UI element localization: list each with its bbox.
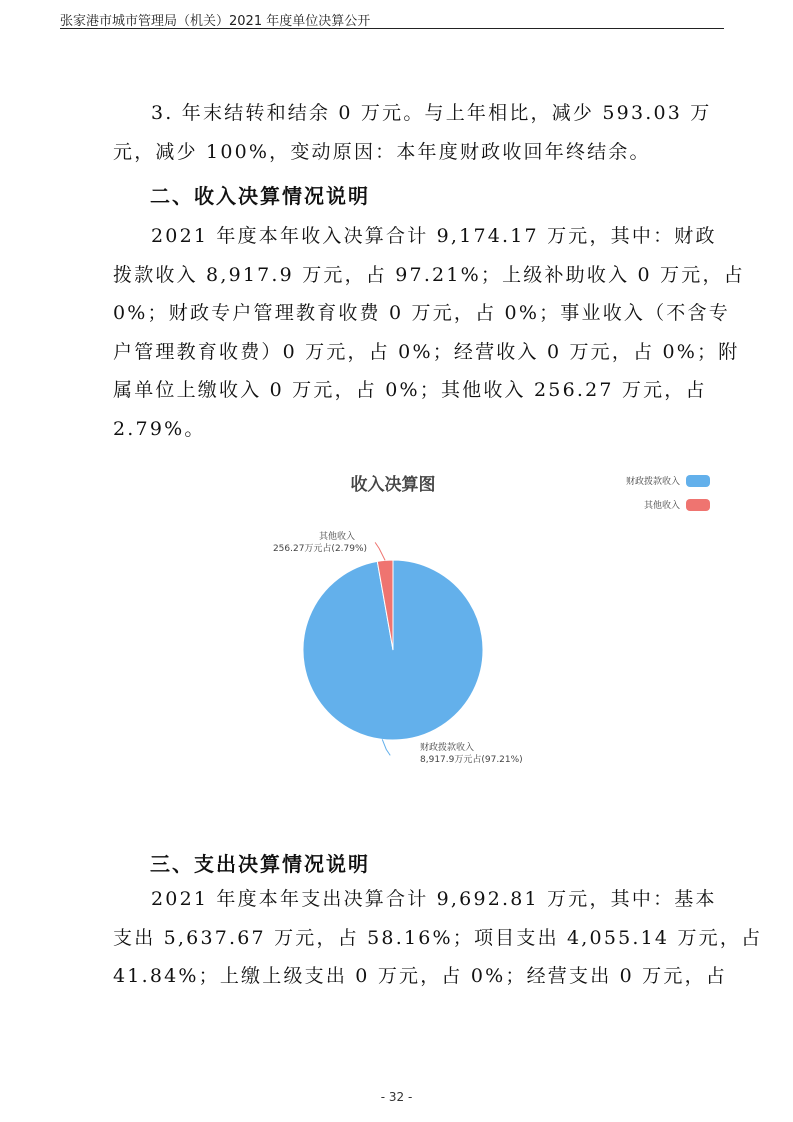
text-line: 3. 年末结转和结余 0 万元。与上年相比，减少 593.03 万 xyxy=(151,102,712,124)
label-leader-fiscal xyxy=(382,739,390,755)
text-line: 拨款收入 8,917.9 万元，占 97.21%；上级补助收入 0 万元，占 xyxy=(113,263,745,286)
text-line: 41.84%；上缴上级支出 0 万元，占 0%；经营支出 0 万元，占 xyxy=(113,965,727,987)
text-line: 2021 年度本年支出决算合计 9,692.81 万元，其中：基本 xyxy=(151,888,717,910)
text-line: 元，减少 100%，变动原因：本年度财政收回年终结余。 xyxy=(113,140,651,163)
label-leader-other xyxy=(375,542,385,560)
legend-swatch-other xyxy=(686,499,710,511)
section-heading-income: 二、收入决算情况说明 xyxy=(150,184,370,208)
header-divider xyxy=(60,28,724,29)
text-line: 2021 年度本年收入决算合计 9,174.17 万元，其中：财政 xyxy=(151,225,717,247)
document-header-title: 张家港市城市管理局（机关）2021 年度单位决算公开 xyxy=(60,14,371,29)
page-number: - 32 - xyxy=(380,1090,413,1104)
slice-label-fiscal-value: 8,917.9万元占(97.21%) xyxy=(420,755,523,765)
text-line: 属单位上缴收入 0 万元，占 0%；其他收入 256.27 万元，占 xyxy=(113,379,707,401)
text-line: 0%；财政专户管理教育收费 0 万元，占 0%；事业收入（不含专 xyxy=(113,302,730,324)
slice-label-other-name: 其他收入 xyxy=(318,532,356,542)
section-heading-expenditure: 三、支出决算情况说明 xyxy=(150,852,370,876)
pie-slices xyxy=(303,560,483,740)
legend-label-fiscal: 财政拨款收入 xyxy=(625,477,680,487)
paragraph-income-summary xyxy=(113,217,745,448)
income-pie-chart xyxy=(240,460,720,780)
chart-title: 收入决算图 xyxy=(350,475,436,495)
slice-label-other-value: 256.27万元占(2.79%) xyxy=(272,544,368,554)
legend-swatch-fiscal xyxy=(686,475,710,487)
text-line: 支出 5,637.67 万元，占 58.16%；项目支出 4,055.14 万元，占 xyxy=(113,926,763,949)
slice-label-fiscal-name: 财政拨款收入 xyxy=(420,743,475,753)
legend-label-other: 其他收入 xyxy=(643,501,680,511)
paragraph-expenditure-summary xyxy=(113,880,763,996)
text-line: 户管理教育收费）0 万元，占 0%；经营收入 0 万元，占 0%；附 xyxy=(113,340,740,363)
paragraph-year-end-balance xyxy=(113,94,712,171)
text-line: 2.79%。 xyxy=(113,417,206,440)
chart-legend xyxy=(626,475,710,511)
